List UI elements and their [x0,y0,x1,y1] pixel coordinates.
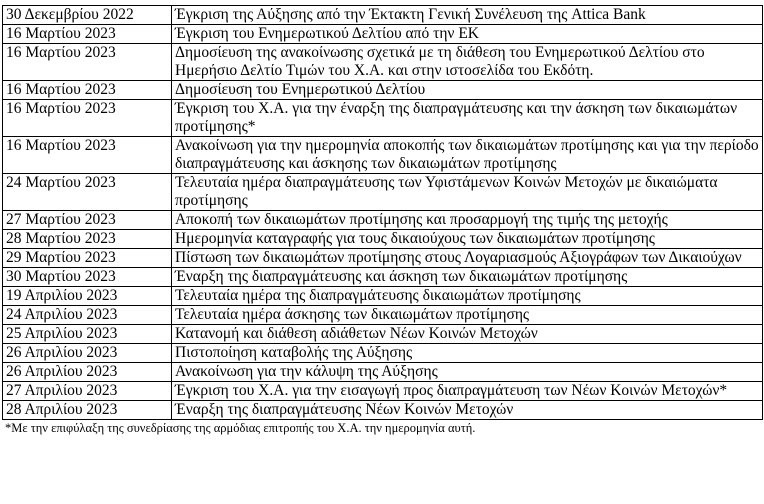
event-cell: Αποκοπή των δικαιωμάτων προτίμησης και προσαρμογή της τιμής της μετοχής [172,211,763,230]
document [2,5,762,435]
date-cell: 28 Απριλίου 2023 [3,401,172,420]
table-row [3,268,763,287]
event-cell: Δημοσίευση της ανακοίνωσης σχετικά με τη διάθεση του Ενημερωτικού Δελτίου στο Ημερήσιο Δελτίο Τιμών του Χ.Α. και στην ιστοσελίδα του Εκδότη. [172,44,763,81]
event-cell: Τελευταία ημέρα διαπραγμάτευσης των Υφιστάμενων Κοινών Μετοχών με δικαιώματα προτίμησης [172,174,763,211]
event-cell: Δημοσίευση του Ενημερωτικού Δελτίου [172,81,763,100]
date-cell: 25 Απριλίου 2023 [3,325,172,344]
event-cell: Τελευταία ημέρα της διαπραγμάτευσης δικαιωμάτων προτίμησης [172,287,763,306]
date-cell: 27 Μαρτίου 2023 [3,211,172,230]
date-cell: 16 Μαρτίου 2023 [3,137,172,174]
timetable-body [3,6,763,420]
event-cell: Ανακοίνωση για την κάλυψη της Αύξησης [172,363,763,382]
date-cell: 26 Απριλίου 2023 [3,363,172,382]
event-cell: Κατανομή και διάθεση αδιάθετων Νέων Κοινών Μετοχών [172,325,763,344]
date-cell: 30 Μαρτίου 2023 [3,268,172,287]
date-cell: 19 Απριλίου 2023 [3,287,172,306]
event-cell: Ανακοίνωση για την ημερομηνία αποκοπής των δικαιωμάτων προτίμησης και για την περίοδο διαπραγμάτευσης και άσκησης των δικαιωμάτων προτίμησης [172,137,763,174]
date-cell: 29 Μαρτίου 2023 [3,249,172,268]
date-cell: 16 Μαρτίου 2023 [3,25,172,44]
table-row [3,6,763,25]
event-cell: Έγκριση του Ενημερωτικού Δελτίου από την ΕΚ [172,25,763,44]
table-row [3,325,763,344]
table-row [3,382,763,401]
event-cell: Πιστοποίηση καταβολής της Αύξησης [172,344,763,363]
table-row [3,363,763,382]
date-cell: 30 Δεκεμβρίου 2022 [3,6,172,25]
event-cell: Τελευταία ημέρα άσκησης των δικαιωμάτων προτίμησης [172,306,763,325]
table-row [3,344,763,363]
table-row [3,44,763,81]
timetable [2,5,763,420]
table-row [3,174,763,211]
date-cell: 16 Μαρτίου 2023 [3,44,172,81]
date-cell: 16 Μαρτίου 2023 [3,100,172,137]
event-cell: Πίστωση των δικαιωμάτων προτίμησης στους Λογαριασμούς Αξιογράφων των Δικαιούχων [172,249,763,268]
date-cell: 26 Απριλίου 2023 [3,344,172,363]
table-row [3,249,763,268]
table-row [3,81,763,100]
table-row [3,306,763,325]
table-row [3,230,763,249]
date-cell: 27 Απριλίου 2023 [3,382,172,401]
date-cell: 24 Απριλίου 2023 [3,306,172,325]
event-cell: Έγκριση του Χ.Α. για την έναρξη της διαπραγμάτευσης και την άσκηση των δικαιωμάτων προτίμησης* [172,100,763,137]
table-row [3,287,763,306]
table-row [3,401,763,420]
event-cell: Έγκριση του Χ.Α. για την εισαγωγή προς διαπραγμάτευση των Νέων Κοινών Μετοχών* [172,382,763,401]
table-row [3,25,763,44]
table-row [3,137,763,174]
event-cell: Ημερομηνία καταγραφής για τους δικαιούχους των δικαιωμάτων προτίμησης [172,230,763,249]
date-cell: 16 Μαρτίου 2023 [3,81,172,100]
table-row [3,211,763,230]
footnote: *Με την επιφύλαξη της συνεδρίασης της αρμόδιας επιτροπής του Χ.Α. την ημερομηνία αυτή. [5,421,476,435]
event-cell: Έναρξη της διαπραγμάτευσης Νέων Κοινών Μετοχών [172,401,763,420]
table-row [3,100,763,137]
event-cell: Έναρξη της διαπραγμάτευσης και άσκηση των δικαιωμάτων προτίμησης [172,268,763,287]
date-cell: 24 Μαρτίου 2023 [3,174,172,211]
date-cell: 28 Μαρτίου 2023 [3,230,172,249]
event-cell: Έγκριση της Αύξησης από την Έκτακτη Γενική Συνέλευση της Attica Bank [172,6,763,25]
